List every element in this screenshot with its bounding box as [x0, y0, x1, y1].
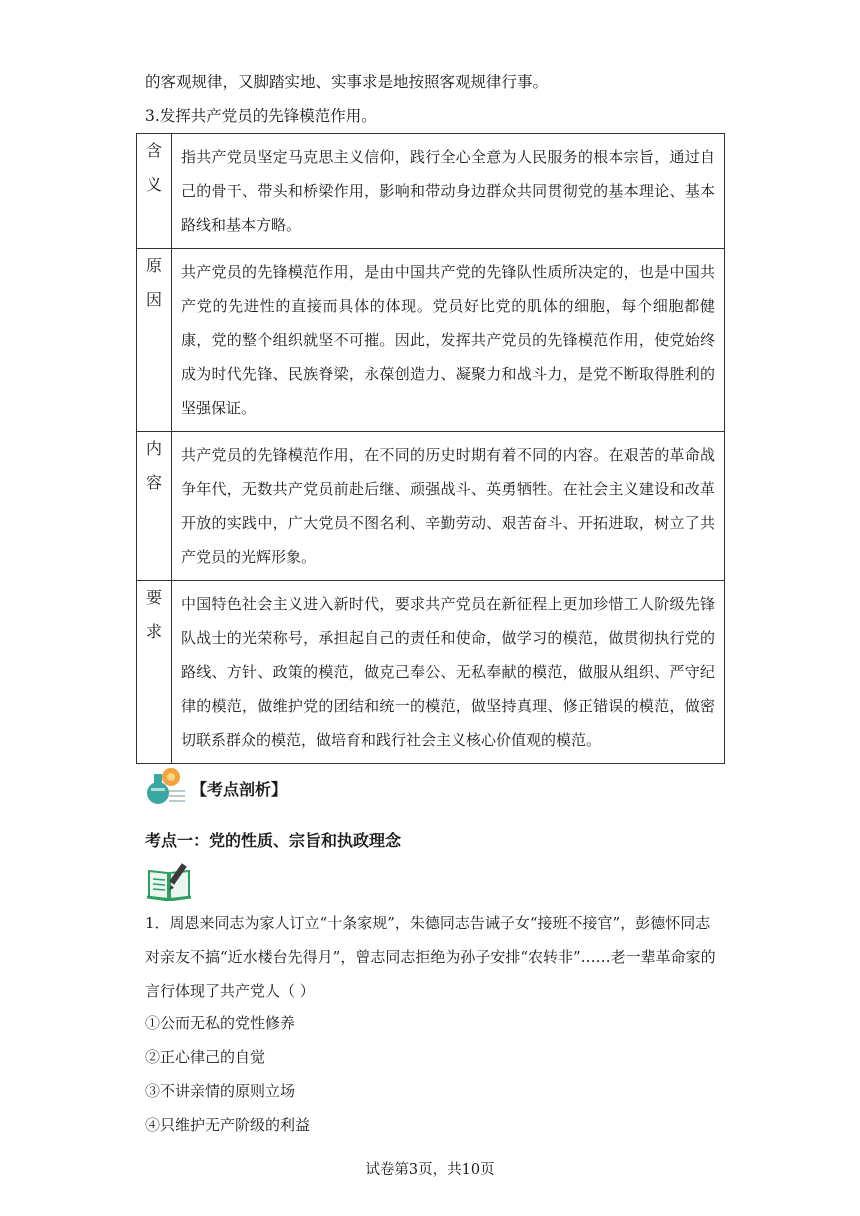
section-title: 【考点剖析】	[191, 779, 288, 799]
table-row	[137, 581, 725, 764]
content-table	[136, 133, 725, 764]
row-head-cell	[137, 134, 172, 249]
option-item: ②正心律己的自觉	[145, 1048, 266, 1066]
section-heading: 3.发挥共产党员的先锋模范作用。	[145, 107, 377, 125]
book-pencil-icon	[145, 861, 193, 905]
row-text-cell	[172, 581, 725, 764]
row-head-label: 含义	[145, 141, 162, 194]
row-text: 共产党员的先锋模范作用，在不同的历史时期有着不同的内容。在艰苦的革命战争年代，无数共产党员前赴后继、顽强战斗、英勇牺牲。在社会主义建设和改革开放的实践中，广大党员不图名利、辛勤劳动、艰苦奋斗、开拓进取，树立了共产党员的光辉形象。	[181, 446, 715, 566]
table-row	[137, 249, 725, 432]
question-stem: 1．周恩来同志为家人订立“十条家规”，朱德同志告诫子女“接班不接官”，彭德怀同志对亲友不搞“近水楼台先得月”，曾志同志拒绝为孙子安排“农转非”……老一辈革命家的言行体现了共产党人（ ）	[145, 914, 716, 1000]
intro-line: 的客观规律，又脚踏实地、实事求是地按照客观规律行事。	[145, 73, 549, 91]
row-head-cell	[137, 249, 172, 432]
option-item: ④只维护无产阶级的利益	[145, 1116, 311, 1134]
row-text: 共产党员的先锋模范作用，是由中国共产党的先锋队性质所决定的，也是中国共产党的先进性的直接而具体的体现。党员好比党的肌体的细胞，每个细胞都健康，党的整个组织就坚不可摧。因此，发挥共产党员的先锋模范作用，使党始终成为时代先锋、民族脊梁，永葆创造力、凝聚力和战斗力，是党不断取得胜利的坚强保证。	[181, 263, 715, 417]
analysis-section-header	[145, 766, 287, 810]
row-text: 指共产党员坚定马克思主义信仰，践行全心全意为人民服务的根本宗旨，通过自己的骨干、带头和桥梁作用，影响和带动身边群众共同贯彻党的基本理论、基本路线和基本方略。	[181, 148, 715, 234]
row-text: 中国特色社会主义进入新时代，要求共产党员在新征程上更加珍惜工人阶级先锋队战士的光荣称号，承担起自己的责任和使命，做学习的模范，做贯彻执行党的路线、方针、政策的模范，做克己奉公、无私奉献的模范，做服从组织、严守纪律的模范，做维护党的团结和统一的模范，做坚持真理、修正错误的模范，做密切联系群众的模范，做培育和践行社会主义核心价值观的模范。	[181, 595, 715, 749]
row-text-cell	[172, 432, 725, 581]
page-footer: 试卷第3页，共10页	[365, 1162, 495, 1178]
row-head-label: 要求	[145, 588, 162, 641]
row-text-cell	[172, 134, 725, 249]
row-head-label: 原因	[145, 256, 162, 309]
row-text-cell	[172, 249, 725, 432]
row-head-cell	[137, 432, 172, 581]
flask-icon	[145, 764, 189, 812]
option-item: ③不讲亲情的原则立场	[145, 1082, 296, 1100]
row-head-label: 内容	[145, 439, 162, 492]
table-row	[137, 432, 725, 581]
row-head-cell	[137, 581, 172, 764]
kaodian-title: 考点一：党的性质、宗旨和执政理念	[145, 831, 402, 850]
table-row	[137, 134, 725, 249]
option-item: ①公而无私的党性修养	[145, 1014, 296, 1032]
